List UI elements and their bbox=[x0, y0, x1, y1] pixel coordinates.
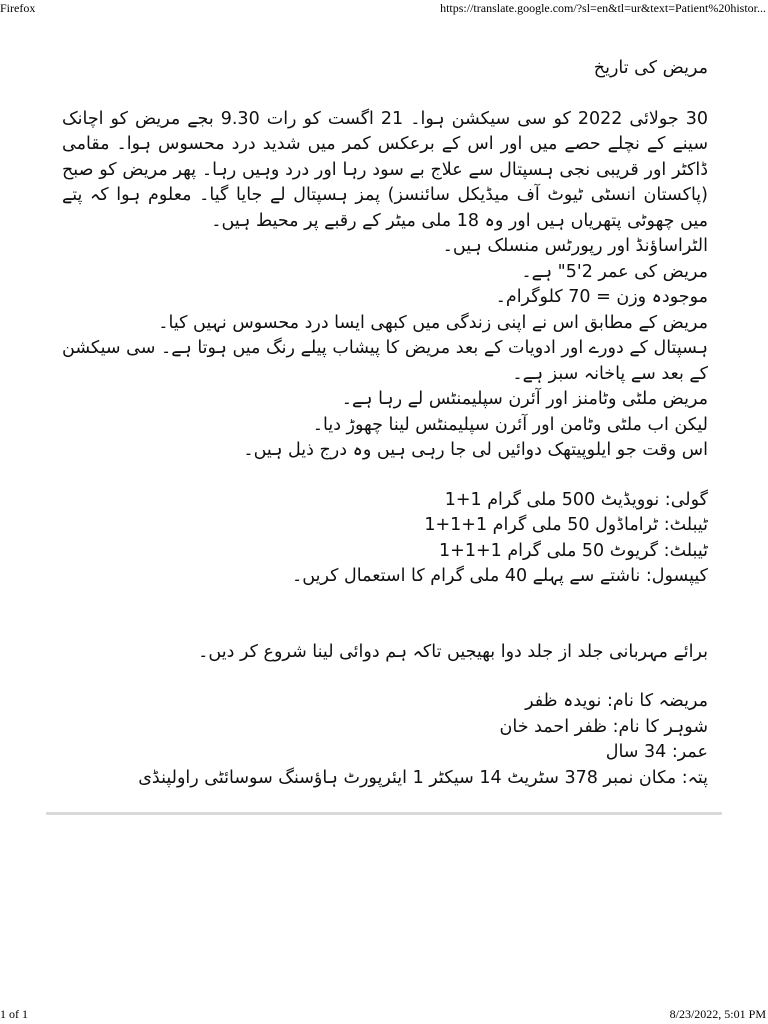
print-datetime: 8/23/2022, 5:01 PM bbox=[669, 1007, 766, 1021]
document-title: مریض کی تاریخ bbox=[593, 58, 708, 78]
detail-line: الٹراساؤنڈ اور رپورٹس منسلک ہیں۔ bbox=[442, 236, 708, 256]
patient-address: پتہ: مکان نمبر 378 سٹریٹ 14 سیکٹر 1 ایئرپورٹ ہاؤسنگ سوسائٹی راولپنڈی bbox=[138, 767, 708, 788]
history-paragraph: 30 جولائی 2022 کو سی سیکشن ہوا۔ 21 اگست کو رات 9.30 بجے مریض کو اچانک سینے کے نچلے حصے میں اور اس کے برعکس کمر میں شدید درد محسوس ہوا۔ مقامی ڈاکٹر اور قریبی نجی ہسپتال سے علاج بے سود رہا اور درد وہیں رہا۔ پھر مریض کو صبح (پاکستان انسٹی ٹیوٹ آف میڈیکل سائنسز) پمز ہسپتال لے جایا گیا۔ معلوم ہوا کہ پتے میں چھوٹی پتھریاں ہیں اور وہ 18 ملی میٹر کے رقبے پر محیط ہیں۔ bbox=[62, 108, 709, 231]
browser-name: Firefox bbox=[0, 1, 36, 15]
divider bbox=[46, 812, 722, 815]
print-header bbox=[0, 0, 768, 16]
detail-line: مریض ملٹی وٹامنز اور آئرن سپلیمنٹس لے رہا ہے۔ bbox=[341, 389, 708, 409]
print-footer bbox=[0, 1008, 768, 1024]
medication-item: ٹیبلٹ: ٹراماڈول 50 ملی گرام 1+1+1 bbox=[424, 515, 708, 535]
document-body bbox=[62, 56, 708, 791]
medication-item: کیپسول: ناشتے سے پہلے 40 ملی گرام کا استعمال کریں۔ bbox=[292, 566, 708, 586]
page-indicator: 1 of 1 bbox=[0, 1007, 28, 1021]
detail-line: مریض کی عمر 2'5" ہے۔ bbox=[521, 261, 708, 282]
patient-name: مریضہ کا نام: نویدہ ظفر bbox=[525, 691, 708, 711]
husband-name: شوہر کا نام: ظفر احمد خان bbox=[499, 716, 708, 737]
detail-line: لیکن اب ملٹی وٹامن اور آئرن سپلیمنٹس لینا چھوڑ دیا۔ bbox=[312, 414, 708, 435]
detail-line: ہسپتال کے دورے اور ادویات کے بعد مریض کا پیشاب پیلے رنگ میں ہوتا ہے۔ سی سیکشن کے بعد سے پاخانہ سبز ہے۔ bbox=[62, 338, 708, 384]
detail-line: موجودہ وزن = 70 کلوگرام۔ bbox=[495, 287, 708, 307]
medication-item: گولی: نوویڈیٹ 500 ملی گرام 1+1 bbox=[444, 489, 708, 510]
detail-line: مریض کے مطابق اس نے اپنی زندگی میں کبھی ایسا درد محسوس نہیں کیا۔ bbox=[158, 312, 708, 333]
medication-item: ٹیبلٹ: گریوٹ 50 ملی گرام 1+1+1 bbox=[439, 540, 708, 561]
patient-age: عمر: 34 سال bbox=[605, 742, 708, 762]
detail-line: اس وقت جو ایلوپیتھک دوائیں لی جا رہی ہیں وہ درج ذیل ہیں۔ bbox=[243, 440, 708, 460]
medication-list bbox=[62, 488, 708, 590]
page-url: https://translate.google.com/?sl=en&tl=ur&text=Patient%20histor... bbox=[440, 1, 766, 15]
patient-info bbox=[62, 689, 708, 791]
request-line: برائے مہربانی جلد از جلد دوا بھیجیں تاکہ ہم دوائی لینا شروع کر دیں۔ bbox=[198, 641, 708, 662]
